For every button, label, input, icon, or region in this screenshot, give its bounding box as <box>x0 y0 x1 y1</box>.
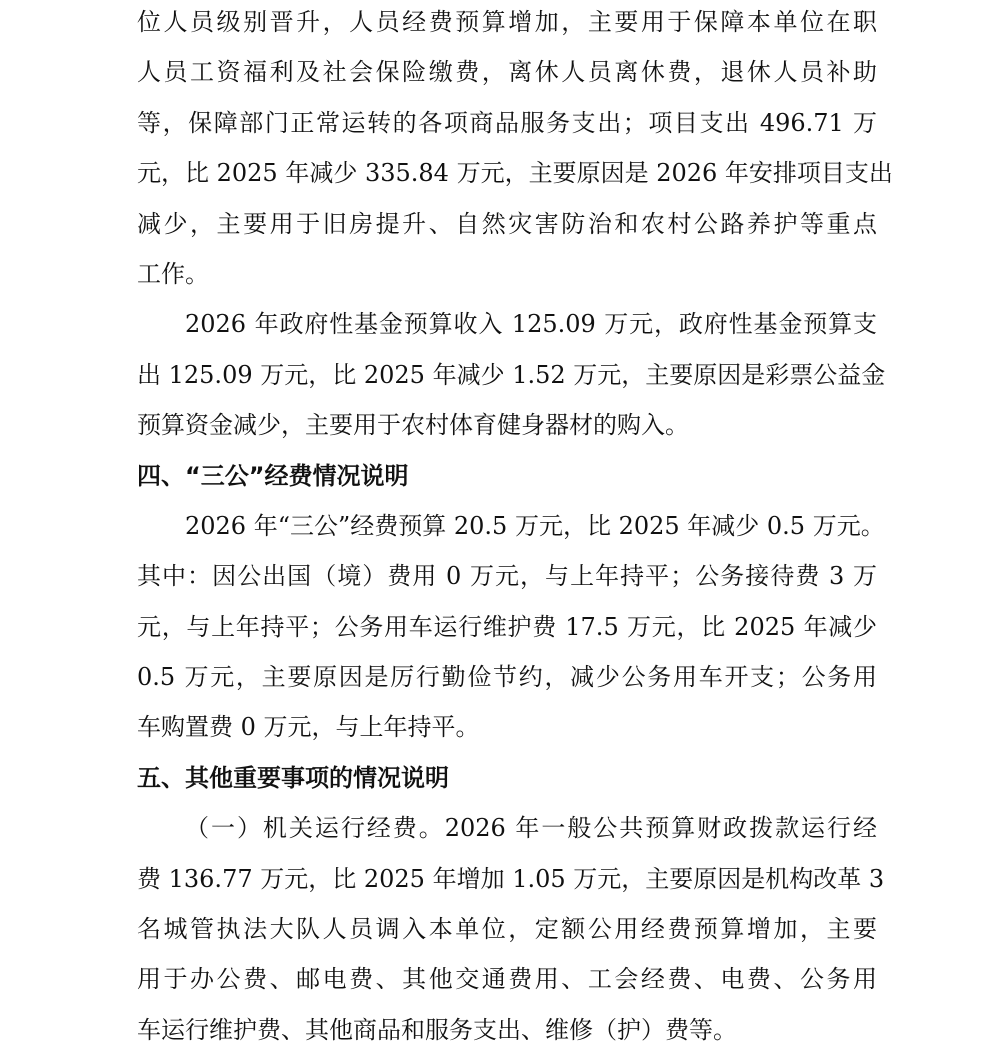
text-line: 等，保障部门正常运转的各项商品服务支出；项目支出 496.71 万 <box>137 108 877 137</box>
text-line: 其中：因公出国（境）费用 0 万元，与上年持平；公务接待费 3 万 <box>137 562 877 591</box>
paragraph <box>137 299 886 450</box>
text-line: 四、“三公”经费情况说明 <box>137 461 409 490</box>
text-line: 位人员级别晋升，人员经费预算增加，主要用于保障本单位在职 <box>137 8 877 36</box>
text-line: 用于办公费、邮电费、其他交通费用、工会经费、电费、公务用 <box>137 965 877 994</box>
section-heading <box>137 753 877 803</box>
text-line: 名城管执法大队人员调入本单位，定额公用经费预算增加，主要 <box>137 915 877 944</box>
paragraph <box>137 0 893 299</box>
paragraph <box>137 501 885 753</box>
text-line: 2026 年政府性基金预算收入 125.09 万元，政府性基金预算支 <box>185 310 877 339</box>
text-line: 元，比 2025 年减少 335.84 万元，主要原因是 2026 年安排项目支出 <box>137 159 893 188</box>
text-line: 车购置费 0 万元，与上年持平。 <box>137 713 480 742</box>
text-line: （一）机关运行经费。2026 年一般公共预算财政拨款运行经 <box>185 814 877 843</box>
text-line: 费 136.77 万元，比 2025 年增加 1.05 万元，主要原因是机构改革 3 <box>137 864 885 893</box>
text-line: 2026 年“三公”经费预算 20.5 万元，比 2025 年减少 0.5 万元。 <box>185 511 885 540</box>
text-line: 五、其他重要事项的情况说明 <box>137 763 449 792</box>
text-line: 元，与上年持平；公务用车运行维护费 17.5 万元，比 2025 年减少 <box>137 612 877 641</box>
text-line: 减少，主要用于旧房提升、自然灾害防治和农村公路养护等重点 <box>137 209 877 238</box>
text-line: 出 125.09 万元，比 2025 年减少 1.52 万元，主要原因是彩票公益金 <box>137 360 886 389</box>
text-line: 车运行维护费、其他商品和服务支出、维修（护）费等。 <box>137 1015 737 1044</box>
text-line: 工作。 <box>137 259 209 288</box>
section-heading <box>137 451 877 501</box>
document-page <box>137 0 893 1055</box>
text-line: 0.5 万元，主要原因是厉行勤俭节约，减少公务用车开支；公务用 <box>137 663 877 692</box>
paragraph <box>137 803 885 1055</box>
text-line: 人员工资福利及社会保险缴费，离休人员离休费，退休人员补助 <box>137 58 877 87</box>
text-line: 预算资金减少，主要用于农村体育健身器材的购入。 <box>137 411 689 440</box>
